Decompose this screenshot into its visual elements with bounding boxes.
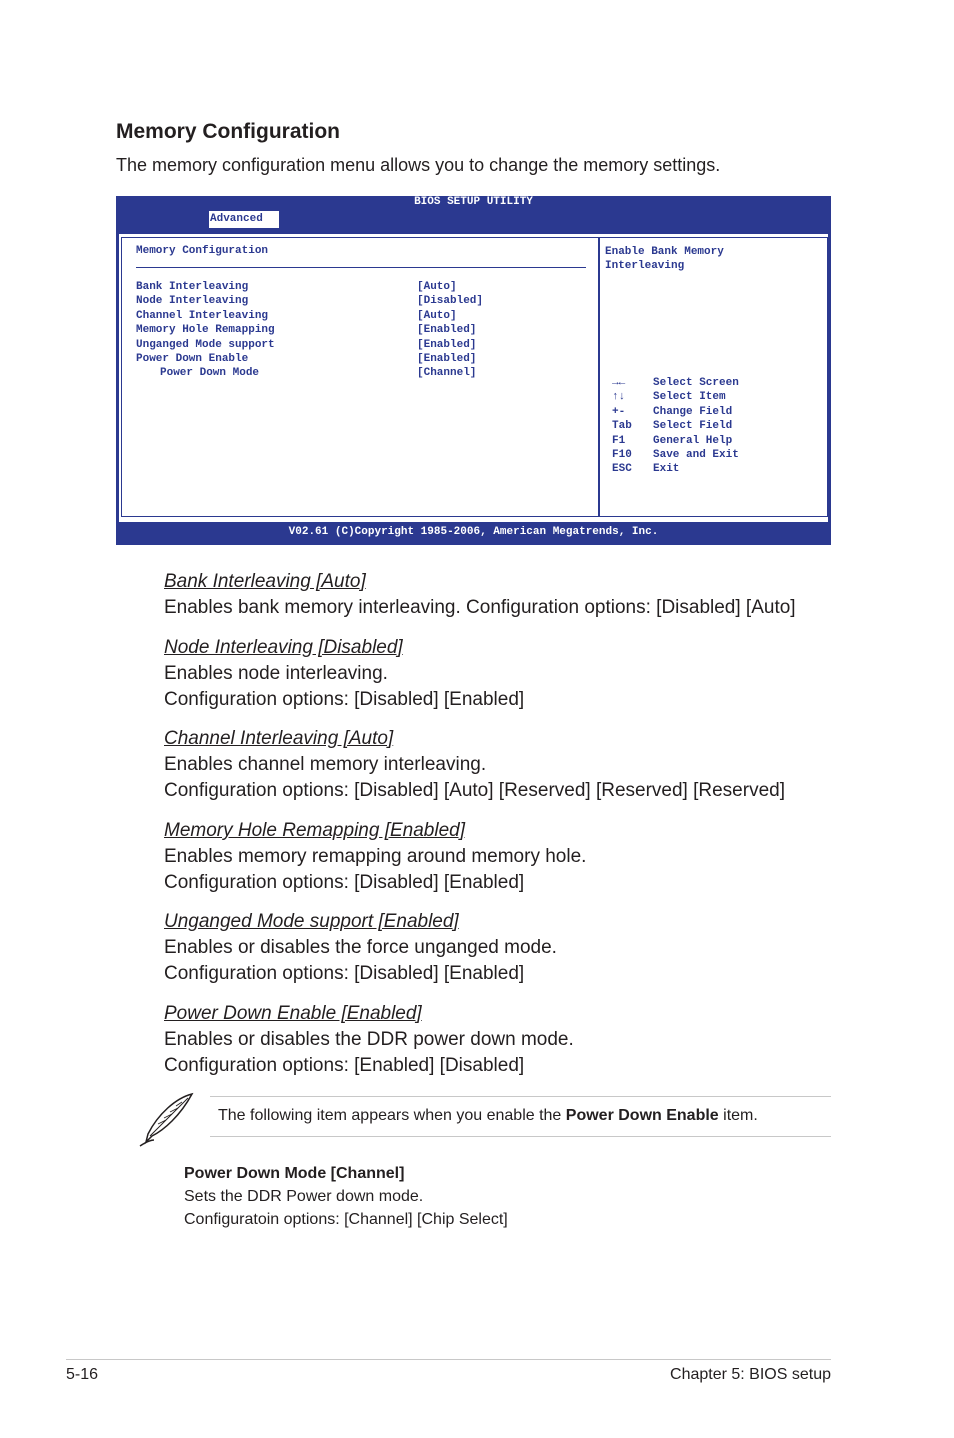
bios-title: BIOS SETUP UTILITY — [414, 196, 533, 208]
desc-line: Enables channel memory interleaving. — [164, 754, 487, 775]
menu-item-label: Node Interleaving — [136, 295, 249, 308]
desc-line: Enables bank memory interleaving. Configuration options: [Disabled] [Auto] — [164, 597, 796, 618]
menu-item-value[interactable]: [Enabled] — [417, 324, 477, 337]
bios-menu-panel — [121, 237, 599, 517]
note-prefix: The following item appears when you enable the — [218, 1107, 566, 1124]
desc-heading: Bank Interleaving [Auto] — [164, 571, 366, 592]
menu-item-label: Bank Interleaving — [136, 281, 249, 293]
menu-item-value[interactable]: [Enabled] — [417, 352, 477, 365]
menu-item-power-down-mode[interactable] — [136, 366, 586, 380]
key-desc: Save and Exit — [653, 448, 739, 461]
menu-item-value[interactable]: [Auto] — [417, 281, 457, 293]
key-row — [612, 448, 822, 462]
key-name: +- — [612, 405, 626, 418]
key-desc: Exit — [653, 463, 680, 476]
desc-line: Configuration options: [Disabled] [Enabled] — [164, 872, 525, 893]
desc-line: Enables or disables the DDR power down mode. — [164, 1029, 574, 1050]
menu-title: Memory Configuration — [136, 245, 269, 257]
desc-heading: Memory Hole Remapping [Enabled] — [164, 820, 465, 841]
intro-text: The memory configuration menu allows you to change the memory settings. — [116, 155, 721, 175]
menu-item-value[interactable]: [Enabled] — [417, 338, 477, 351]
bios-body — [119, 234, 828, 522]
desc-heading: Power Down Enable [Enabled] — [164, 1003, 422, 1024]
page-number: 5-16 — [66, 1366, 99, 1383]
key-row — [612, 376, 822, 390]
key-name: ESC — [612, 463, 632, 476]
desc-unganged-mode — [164, 909, 844, 987]
desc-heading: Unganged Mode support [Enabled] — [164, 911, 459, 932]
sub-line: Sets the DDR Power down mode. — [184, 1188, 424, 1205]
tab-advanced[interactable]: Advanced — [209, 211, 279, 228]
sub-line: Configuratoin options: [Channel] [Chip Select] — [184, 1211, 508, 1228]
menu-item-value[interactable]: [Disabled] — [417, 295, 484, 308]
menu-item-bank-interleaving[interactable] — [136, 280, 586, 294]
desc-bank-interleaving — [164, 569, 844, 621]
desc-channel-interleaving — [164, 726, 844, 804]
menu-item-label: Power Down Mode — [160, 367, 260, 380]
key-desc: General Help — [653, 434, 733, 447]
note-text — [218, 1107, 758, 1125]
desc-line: Configuration options: [Disabled] [Auto] [Reserved] [Reserved] [Reserved] — [164, 780, 785, 801]
menu-divider — [136, 267, 586, 268]
key-row — [612, 462, 822, 476]
menu-item-value[interactable]: [Channel] — [417, 367, 477, 380]
quill-pen-icon — [136, 1090, 196, 1150]
bios-screenshot — [116, 196, 831, 545]
bios-help-panel — [599, 237, 828, 517]
key-legend — [612, 376, 822, 477]
menu-item-label: Power Down Enable — [136, 352, 249, 365]
menu-item-memory-hole-remapping[interactable] — [136, 323, 586, 337]
key-name: Tab — [612, 420, 632, 433]
key-desc: Change Field — [653, 405, 733, 418]
key-desc: Select Item — [653, 391, 726, 404]
key-desc: Select Field — [653, 420, 733, 433]
key-desc: Select Screen — [653, 377, 739, 389]
note-bottom-rule — [210, 1136, 831, 1137]
note-bold: Power Down Enable — [565, 1107, 719, 1124]
footer-rule — [66, 1359, 831, 1360]
bios-footer: V02.61 (C)Copyright 1985-2006, American Megatrends, Inc. — [288, 526, 659, 538]
chapter-label: Chapter 5: BIOS setup — [670, 1366, 831, 1383]
desc-line: Enables or disables the force unganged mode. — [164, 937, 557, 958]
key-row — [612, 434, 822, 448]
menu-item-label: Memory Hole Remapping — [136, 324, 275, 337]
desc-memory-hole-remapping — [164, 818, 844, 896]
key-name: →← — [612, 377, 626, 389]
menu-item-channel-interleaving[interactable] — [136, 309, 586, 323]
help-text: Enable Bank Memory Interleaving — [605, 246, 724, 273]
menu-item-label: Channel Interleaving — [136, 309, 269, 322]
menu-item-power-down-enable[interactable] — [136, 352, 586, 366]
desc-line: Configuration options: [Disabled] [Enabled] — [164, 689, 525, 710]
menu-items — [136, 280, 586, 381]
desc-line: Enables node interleaving. — [164, 663, 388, 684]
desc-power-down-enable — [164, 1001, 844, 1079]
desc-line: Enables memory remapping around memory hole. — [164, 846, 587, 867]
menu-item-unganged-mode[interactable] — [136, 338, 586, 352]
sub-item-power-down-mode — [184, 1162, 508, 1231]
key-row — [612, 390, 822, 404]
note-suffix: item. — [718, 1107, 758, 1124]
sub-heading: Power Down Mode [Channel] — [184, 1165, 405, 1182]
menu-item-node-interleaving[interactable] — [136, 294, 586, 308]
desc-line: Configuration options: [Enabled] [Disabled] — [164, 1055, 525, 1076]
desc-line: Configuration options: [Disabled] [Enabled] — [164, 963, 525, 984]
desc-node-interleaving — [164, 635, 844, 713]
key-row — [612, 405, 822, 419]
key-name: ↑↓ — [612, 391, 626, 404]
desc-heading: Channel Interleaving [Auto] — [164, 728, 394, 749]
key-name: F1 — [612, 434, 626, 447]
key-name: F10 — [612, 448, 632, 461]
section-title: Memory Configuration — [116, 120, 340, 143]
menu-item-value[interactable]: [Auto] — [417, 309, 457, 322]
menu-item-label: Unganged Mode support — [136, 338, 275, 351]
key-row — [612, 419, 822, 433]
desc-heading: Node Interleaving [Disabled] — [164, 637, 403, 658]
note-top-rule — [210, 1096, 831, 1097]
